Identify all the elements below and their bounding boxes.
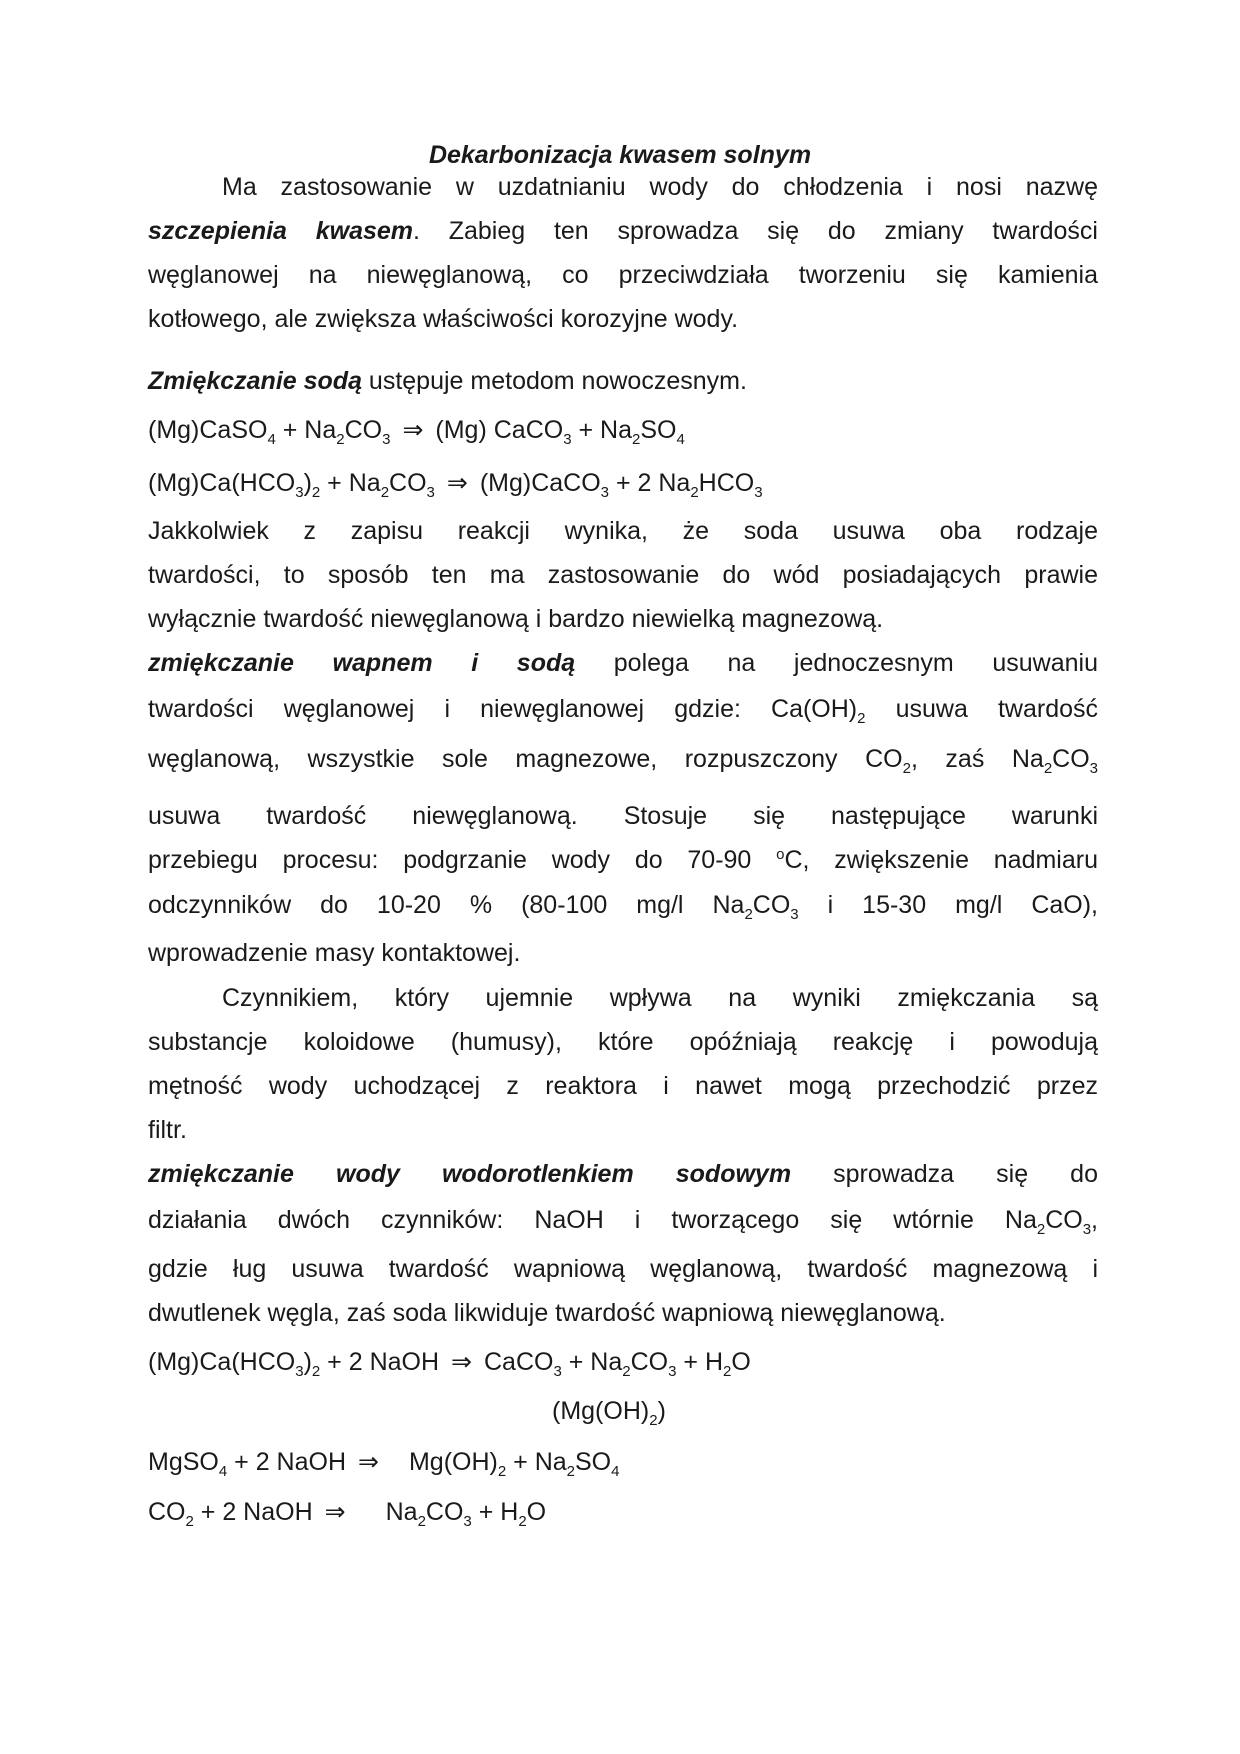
subscript: 3 xyxy=(600,484,610,501)
text-span: CO xyxy=(1045,1206,1083,1234)
subscript: 2 xyxy=(622,1363,631,1380)
section-heading-line xyxy=(148,648,1098,678)
subscript: 3 xyxy=(754,484,763,501)
subscript: 2 xyxy=(417,1513,426,1530)
subscript: 3 xyxy=(553,1363,562,1380)
subscript: 3 xyxy=(563,431,572,448)
text-span: polega na jednoczesnym usuwaniu xyxy=(575,649,1098,677)
section-heading-line xyxy=(148,1159,1098,1189)
text-span: , xyxy=(1091,1206,1098,1234)
text-span: CO xyxy=(630,1348,669,1376)
equation-note xyxy=(552,1396,852,1429)
text-span: , zaś Na xyxy=(910,745,1044,773)
subscript: 3 xyxy=(382,431,391,448)
text-span: (Mg)Ca(HCO xyxy=(148,469,296,497)
text-span: SO xyxy=(640,416,677,444)
subscript: 2 xyxy=(311,484,321,501)
subscript: 2 xyxy=(632,431,641,448)
text-span: + Na xyxy=(561,1348,623,1376)
text-span: + Na xyxy=(571,416,632,444)
arrow-symbol: ⇒ xyxy=(402,416,424,444)
text-span: ) xyxy=(657,1397,666,1425)
text-span: CO xyxy=(344,416,383,444)
section-heading: zmiękczanie wody wodorotlenkiem sodowym xyxy=(148,1160,792,1188)
text-span: węglanową, wszystkie sole magnezowe, rozpuszczony CO xyxy=(148,745,903,773)
subscript: 2 xyxy=(185,1513,194,1530)
text-line xyxy=(148,216,1098,246)
subscript: 2 xyxy=(649,1412,658,1429)
text-line xyxy=(222,172,1098,202)
subscript: 4 xyxy=(267,431,276,448)
text-span: CO xyxy=(389,469,427,497)
text-span: + 2 NaOH xyxy=(320,1348,440,1376)
text-line xyxy=(148,694,1098,727)
text-span: + Na xyxy=(275,416,337,444)
text-line: dwutlenek węgla, zaś soda likwiduje twardość wapniową niewęglanową. xyxy=(148,1299,946,1327)
text-line: filtr. xyxy=(148,1116,187,1144)
text-span: Czynnikiem, który ujemnie wpływa na wyniki zmiękczania są xyxy=(222,984,1098,1012)
text-line xyxy=(148,1205,1098,1238)
text-span: działania dwóch czynników: NaOH i tworzącego się wtórnie Na xyxy=(148,1206,1037,1234)
equation xyxy=(148,468,1098,501)
text-span: SO xyxy=(575,1448,612,1476)
text-span: + H xyxy=(471,1498,519,1526)
text-span: usuwa twardość xyxy=(865,695,1098,723)
subscript: 2 xyxy=(744,906,753,923)
subscript: 3 xyxy=(1082,1221,1092,1238)
text-line: gdzie ług usuwa twardość wapniową węglanową, twardość magnezową i xyxy=(148,1255,1098,1283)
subscript: 2 xyxy=(1043,760,1053,777)
text-line xyxy=(148,845,1098,875)
text-span: O xyxy=(526,1498,547,1526)
text-span: + Na xyxy=(506,1448,567,1476)
text-line: kotłowego, ale zwiększa właściwości korozyjne wody. xyxy=(148,305,739,333)
equation xyxy=(148,1447,1098,1480)
text-line: Jakkolwiek z zapisu reakcji wynika, że soda usuwa oba rodzaje xyxy=(148,517,1098,545)
text-span: Mg(OH) xyxy=(408,1448,498,1476)
subscript: 2 xyxy=(497,1463,507,1480)
subscript: 3 xyxy=(1089,760,1098,777)
text-line: wyłącznie twardość niewęglanową i bardzo niewielką magnezową. xyxy=(148,605,884,633)
subscript: 2 xyxy=(1036,1221,1046,1238)
text-span: + H xyxy=(676,1348,723,1376)
superscript: o xyxy=(776,846,785,863)
text-line: usuwa twardość niewęglanową. Stosuje się następujące warunki xyxy=(148,802,1098,830)
text-span: + 2 Na xyxy=(609,469,691,497)
arrow-symbol: ⇒ xyxy=(446,469,468,497)
text-line xyxy=(222,983,1098,1013)
text-span: CO xyxy=(148,1498,186,1526)
text-span: (Mg)CaCO xyxy=(479,469,601,497)
subscript: 2 xyxy=(336,431,345,448)
subscript: 2 xyxy=(723,1363,732,1380)
text-line: mętność wody uchodzącej z reaktora i nawet mogą przechodzić przez xyxy=(148,1072,1098,1100)
subscript: 3 xyxy=(426,484,435,501)
section-heading: zmiękczanie wapnem i sodą xyxy=(148,649,576,677)
text-span: odczynników do 10-20 % (80-100 mg/l Na xyxy=(148,891,745,919)
text-span: + 2 NaOH xyxy=(193,1498,313,1526)
text-span: (Mg) CaCO xyxy=(435,416,564,444)
subscript: 2 xyxy=(690,484,699,501)
text-span: ustępuje metodom nowoczesnym. xyxy=(361,367,747,395)
text-line xyxy=(148,744,1098,777)
equation xyxy=(148,1497,1098,1530)
text-span: (Mg)CaSO xyxy=(148,416,268,444)
text-span: C, zwiększenie nadmiaru xyxy=(784,846,1098,874)
text-span: + 2 NaOH xyxy=(227,1448,347,1476)
subscript: 2 xyxy=(380,484,390,501)
subscript: 3 xyxy=(463,1513,472,1530)
text-span: twardości węglanowej i niewęglanowej gdzie: Ca(OH) xyxy=(148,695,858,723)
subscript: 2 xyxy=(311,1363,321,1380)
text-span: O xyxy=(731,1348,751,1376)
subscript: 2 xyxy=(902,760,911,777)
arrow-symbol: ⇒ xyxy=(451,1348,472,1376)
arrow-symbol: ⇒ xyxy=(324,1498,346,1526)
text-span: MgSO xyxy=(148,1448,219,1476)
text-span: sprowadza się do xyxy=(791,1160,1098,1188)
text-span: CaCO xyxy=(484,1348,554,1376)
equation xyxy=(148,415,1098,448)
emphasis: szczepienia kwasem xyxy=(148,217,414,245)
text-line: substancje koloidowe (humusy), które opóźniają reakcję i powodują xyxy=(148,1028,1098,1056)
text-span: HCO xyxy=(698,469,755,497)
page-title: Dekarbonizacja kwasem solnym xyxy=(428,141,812,169)
text-line: węglanowej na niewęglanową, co przeciwdziała tworzeniu się kamienia xyxy=(148,261,1098,289)
subscript: 4 xyxy=(611,1463,620,1480)
text-span: Ma zastosowanie w uzdatnianiu wody do chłodzenia i nosi nazwę xyxy=(222,173,1098,201)
text-line: twardości, to sposób ten ma zastosowanie do wód posiadających prawie xyxy=(148,561,1098,589)
subscript: 3 xyxy=(668,1363,677,1380)
text-span: CO xyxy=(425,1498,464,1526)
equation xyxy=(148,1347,1098,1380)
text-span: ) xyxy=(303,1348,312,1376)
text-span: przebiegu procesu: podgrzanie wody do 70-90 xyxy=(148,846,777,874)
subscript: 2 xyxy=(518,1513,527,1530)
subscript: 2 xyxy=(566,1463,575,1480)
text-span: i 15-30 mg/l CaO), xyxy=(798,891,1099,919)
text-span: . Zabieg ten sprowadza się do zmiany twardości xyxy=(413,217,1098,245)
section-heading: Zmiękczanie sodą xyxy=(148,367,362,395)
text-span: CO xyxy=(752,891,791,919)
subscript: 2 xyxy=(857,710,866,727)
subscript: 3 xyxy=(295,1363,304,1380)
subscript: 3 xyxy=(790,906,799,923)
text-line xyxy=(148,890,1099,923)
subscript: 4 xyxy=(218,1463,228,1480)
subscript: 3 xyxy=(295,484,304,501)
text-span: Na xyxy=(385,1498,418,1526)
text-line: wprowadzenie masy kontaktowej. xyxy=(148,939,521,967)
subscript: 4 xyxy=(676,431,685,448)
text-span: (Mg)Ca(HCO xyxy=(148,1348,296,1376)
text-span: ) xyxy=(303,469,312,497)
text-span: + Na xyxy=(320,469,381,497)
text-span: CO xyxy=(1052,745,1090,773)
section-heading-line xyxy=(148,366,1098,396)
text-span: (Mg(OH) xyxy=(552,1397,650,1425)
arrow-symbol: ⇒ xyxy=(358,1448,379,1476)
